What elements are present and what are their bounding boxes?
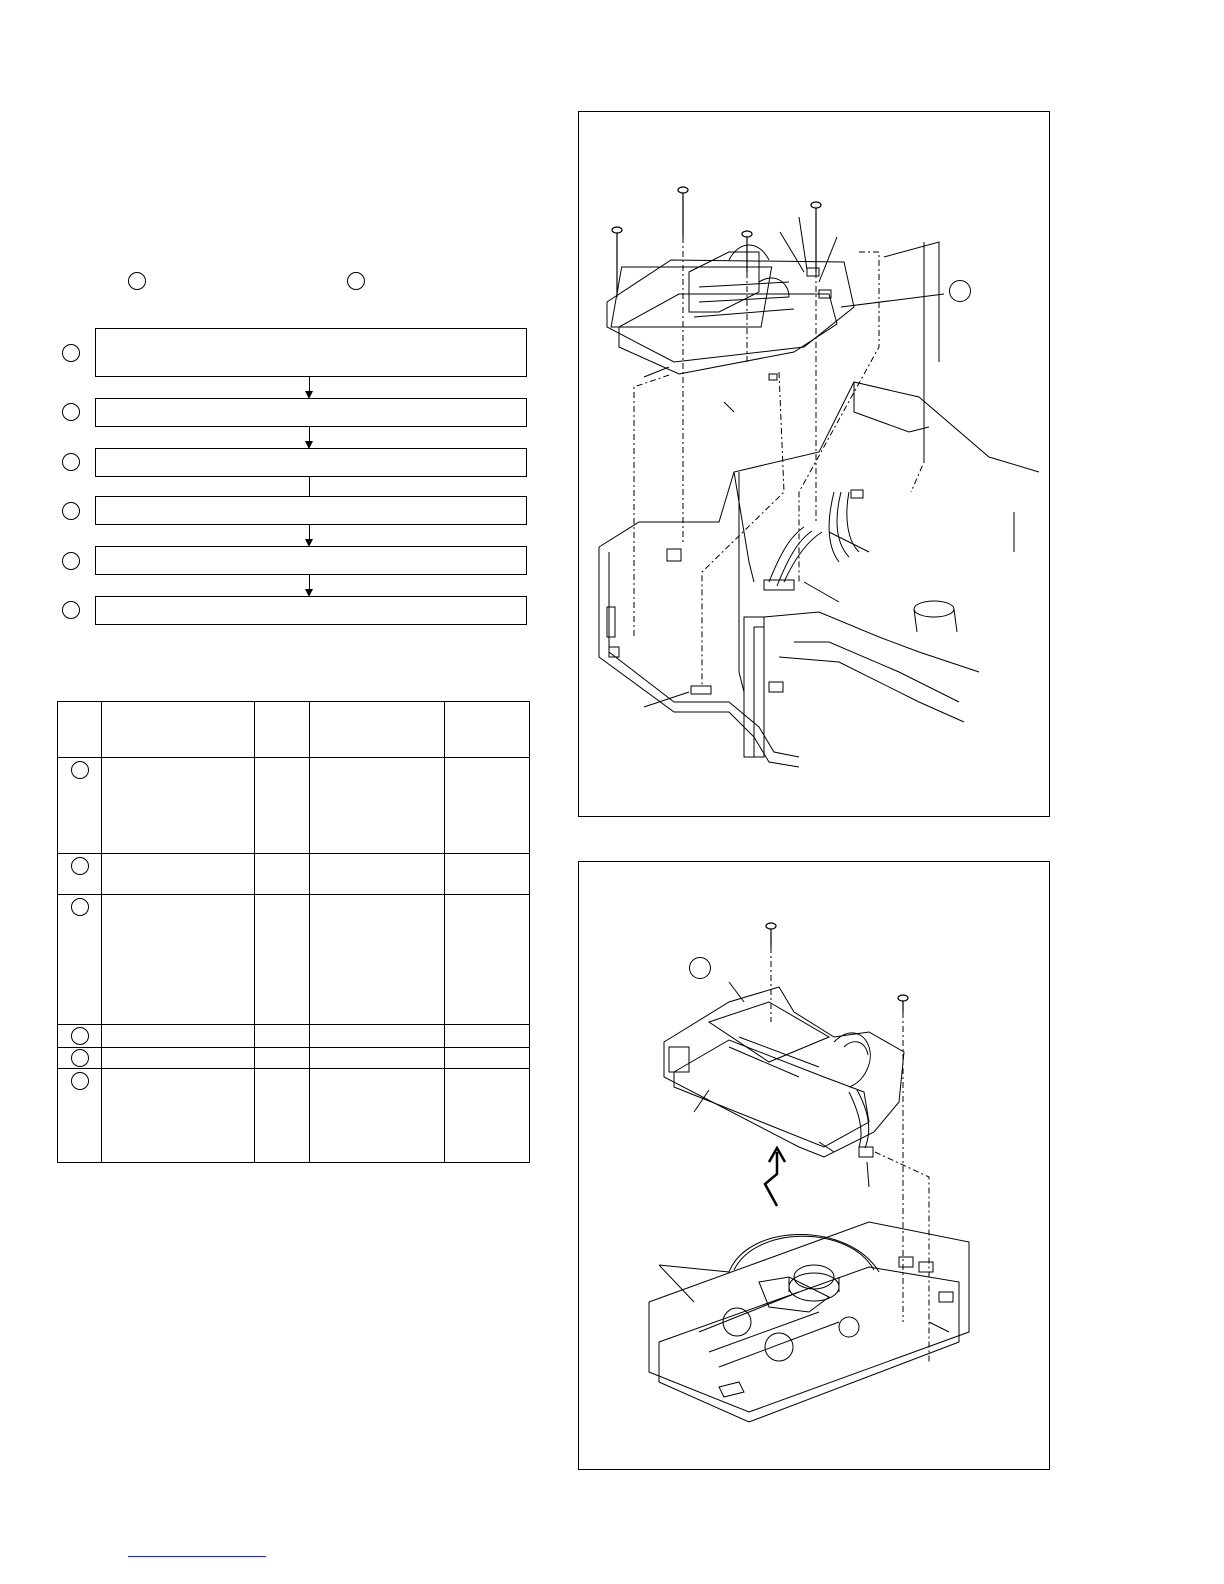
figure-marker-upper	[949, 280, 971, 302]
table-cell	[310, 854, 445, 895]
flow-arrow-1	[309, 377, 310, 397]
screw-icon	[766, 923, 776, 947]
table-cell	[445, 1048, 530, 1069]
table-header-cell	[58, 702, 102, 758]
table-header-cell	[445, 702, 530, 758]
table-cell	[102, 1069, 255, 1163]
parts-table	[57, 701, 530, 1163]
step-box-4	[95, 496, 527, 525]
step-box-3	[95, 448, 527, 477]
table-header-cell	[255, 702, 310, 758]
row-marker	[71, 857, 89, 875]
exploded-view-figure-lower	[578, 861, 1050, 1470]
step-marker-1	[62, 344, 80, 362]
step-box-2	[95, 398, 527, 427]
table-cell	[255, 1025, 310, 1048]
table-cell	[255, 758, 310, 854]
table-cell	[310, 1048, 445, 1069]
table-header-row	[58, 702, 530, 758]
upper-figure-drawing	[579, 112, 1049, 816]
flow-connector-3	[309, 477, 310, 496]
table-header-cell	[310, 702, 445, 758]
screw-icon	[612, 227, 622, 297]
step-marker-6	[62, 601, 80, 619]
flow-arrow-2	[309, 427, 310, 447]
step-marker-2	[62, 403, 80, 421]
table-cell	[102, 1025, 255, 1048]
table-cell	[255, 854, 310, 895]
table-row	[58, 1048, 530, 1069]
table-cell	[445, 758, 530, 854]
table-header-cell	[102, 702, 255, 758]
table-cell	[445, 854, 530, 895]
table-row	[58, 1025, 530, 1048]
table-cell	[255, 895, 310, 1025]
table-cell	[310, 895, 445, 1025]
row-marker	[71, 761, 89, 779]
step-box-5	[95, 546, 527, 575]
table-cell	[310, 758, 445, 854]
table-cell	[445, 895, 530, 1025]
table-row	[58, 854, 530, 895]
step-box-1	[95, 328, 527, 377]
intro-marker-1	[128, 272, 146, 290]
row-marker	[71, 1072, 89, 1090]
table-row	[58, 1069, 530, 1163]
step-marker-5	[62, 552, 80, 570]
step-marker-4	[62, 502, 80, 520]
screw-icon	[678, 187, 688, 237]
screw-icon	[898, 995, 908, 1012]
table-cell	[255, 1048, 310, 1069]
exploded-view-figure-upper	[578, 111, 1050, 817]
flow-arrow-4	[309, 525, 310, 545]
table-cell	[310, 1025, 445, 1048]
flow-arrow-5	[309, 575, 310, 595]
step-box-6	[95, 596, 527, 625]
table-cell	[102, 758, 255, 854]
table-cell	[102, 1048, 255, 1069]
table-cell	[445, 1025, 530, 1048]
lower-figure-drawing	[579, 862, 1049, 1469]
row-marker	[71, 1049, 89, 1067]
table-cell	[445, 1069, 530, 1163]
figure-marker-lower	[689, 957, 711, 979]
table-row	[58, 895, 530, 1025]
table-cell	[102, 854, 255, 895]
footer-link-underline[interactable]	[128, 1556, 266, 1557]
table-cell	[102, 895, 255, 1025]
table-cell	[310, 1069, 445, 1163]
row-marker	[71, 898, 89, 916]
table-row	[58, 758, 530, 854]
row-marker	[71, 1027, 89, 1045]
table-cell	[255, 1069, 310, 1163]
step-marker-3	[62, 453, 80, 471]
intro-marker-2	[347, 272, 365, 290]
